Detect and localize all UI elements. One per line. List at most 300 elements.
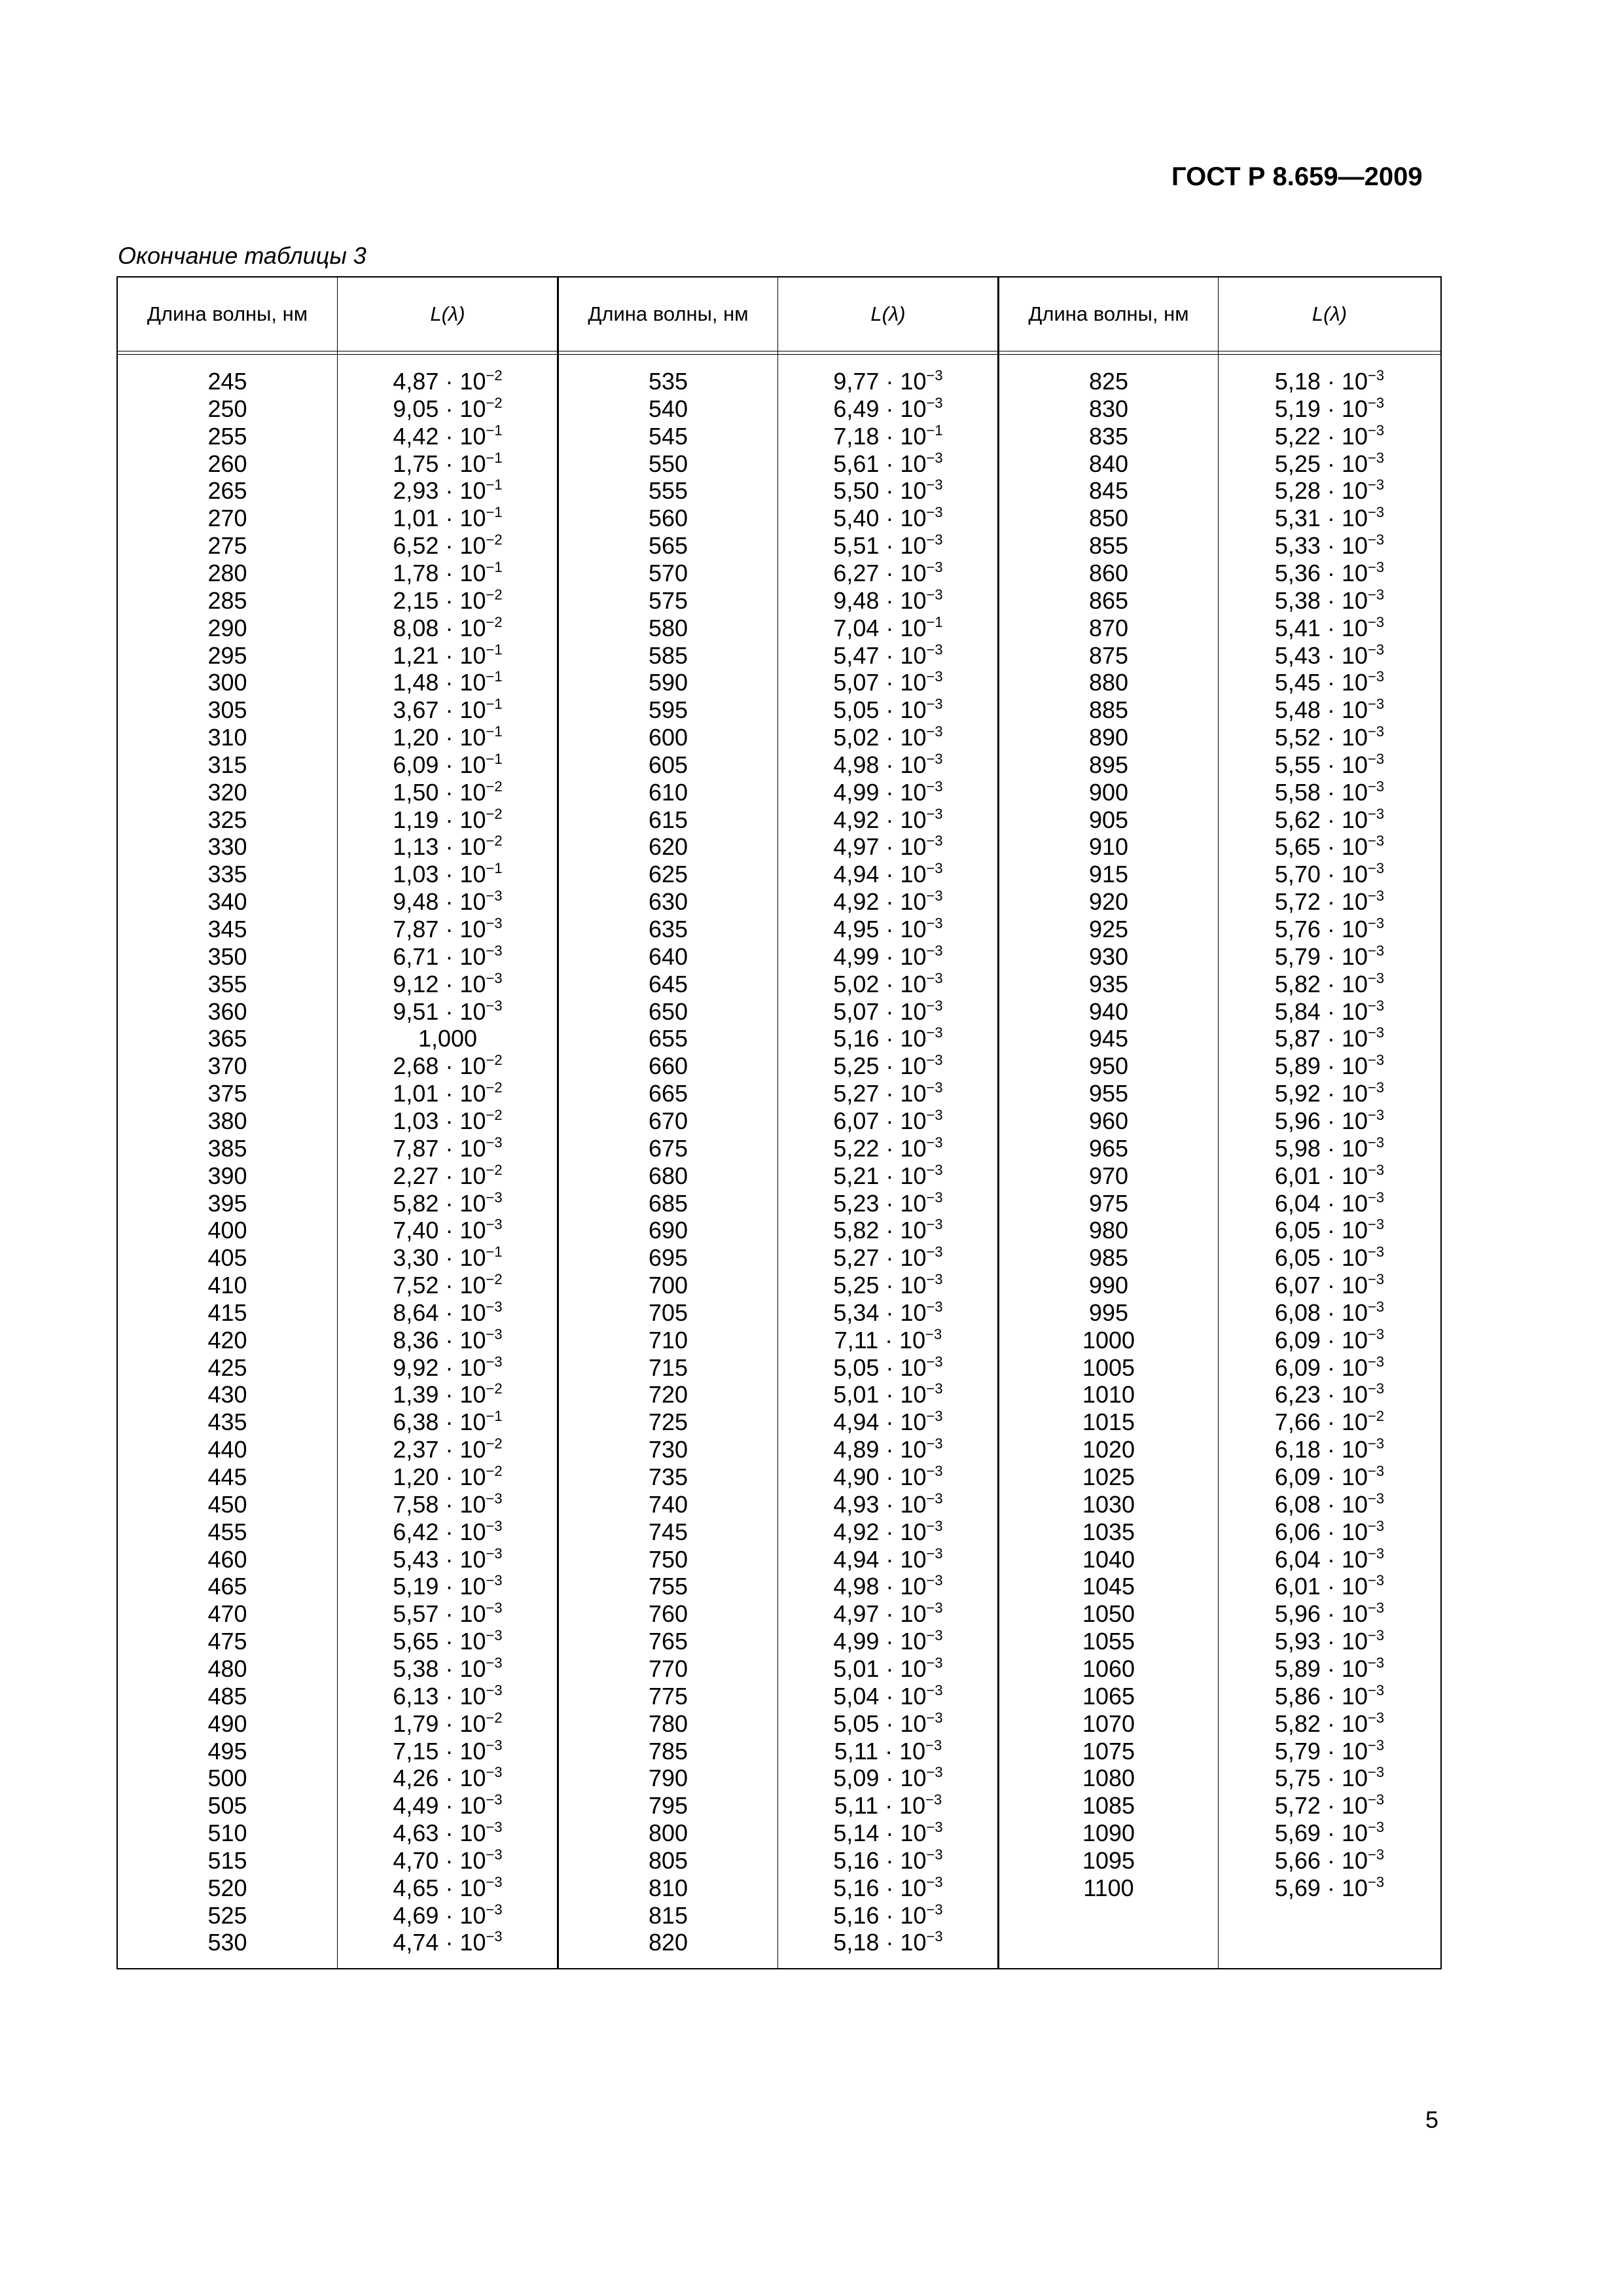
wavelength-cell: 910 <box>1088 833 1129 861</box>
wavelength-cell: 495 <box>207 1737 247 1765</box>
wavelength-cell: 260 <box>207 450 247 477</box>
wavelength-cell: 540 <box>648 395 688 422</box>
wavelength-cell: 545 <box>648 422 688 450</box>
value-cell: $4,90 \cdot 10^{-3}$ <box>833 1463 943 1490</box>
value-cell: $5,43 \cdot 10^{-3}$ <box>393 1545 503 1573</box>
wavelength-cell: 915 <box>1088 861 1129 888</box>
value-cell: $5,84 \cdot 10^{-3}$ <box>1274 997 1385 1025</box>
value-cell: $6,01 \cdot 10^{-3}$ <box>1274 1572 1385 1600</box>
wavelength-cell: 520 <box>207 1874 247 1901</box>
value-cell: $5,72 \cdot 10^{-3}$ <box>1274 888 1385 916</box>
wavelength-cell: 390 <box>207 1162 247 1189</box>
wavelength-cell: 780 <box>648 1710 688 1737</box>
exponent: −3 <box>926 1161 943 1178</box>
exponent: −3 <box>1368 1627 1385 1644</box>
exponent: −3 <box>1368 696 1385 713</box>
wavelength-cell: 905 <box>1088 806 1129 833</box>
value-cell: $6,09 \cdot 10^{-3}$ <box>1274 1353 1385 1381</box>
exponent: −3 <box>926 1627 943 1644</box>
exponent: −3 <box>926 723 943 740</box>
wavelength-cell: 1035 <box>1082 1518 1135 1545</box>
value-cell: $5,02 \cdot 10^{-3}$ <box>833 969 943 997</box>
value-cell: $7,58 \cdot 10^{-3}$ <box>393 1490 503 1518</box>
wavelength-cell: 730 <box>648 1436 688 1463</box>
exponent: −3 <box>926 1024 943 1041</box>
exponent: −3 <box>1368 1764 1385 1781</box>
wavelength-cell: 970 <box>1088 1162 1129 1189</box>
wavelength-cell: 840 <box>1088 450 1129 477</box>
value-cell: $4,92 \cdot 10^{-3}$ <box>833 888 943 916</box>
value-cell: $1,03 \cdot 10^{-2}$ <box>393 1106 503 1134</box>
wavelength-cell: 340 <box>207 888 247 916</box>
value-cell: $5,79 \cdot 10^{-3}$ <box>1274 1736 1385 1765</box>
value-cell: $5,48 \cdot 10^{-3}$ <box>1274 696 1385 724</box>
wavelength-cell: 865 <box>1088 586 1129 614</box>
value-cell: $5,33 \cdot 10^{-3}$ <box>1274 531 1385 560</box>
wavelength-cell: 315 <box>207 751 247 778</box>
wavelength-cell: 610 <box>648 778 688 806</box>
value-cell: $5,66 \cdot 10^{-3}$ <box>1274 1846 1385 1874</box>
value-cell: $5,19 \cdot 10^{-3}$ <box>1274 394 1385 422</box>
value-cell: $6,05 \cdot 10^{-3}$ <box>1274 1216 1385 1244</box>
wavelength-cell: 690 <box>648 1217 688 1244</box>
value-cell: $9,48 \cdot 10^{-3}$ <box>833 586 943 614</box>
value-cell: $5,79 \cdot 10^{-3}$ <box>1274 942 1385 970</box>
exponent: −3 <box>1368 1380 1385 1397</box>
value-cell: $5,22 \cdot 10^{-3}$ <box>1274 422 1385 450</box>
wavelength-cell: 305 <box>207 696 247 724</box>
value-cell: $6,07 \cdot 10^{-3}$ <box>833 1106 943 1134</box>
value-cell: $5,05 \cdot 10^{-3}$ <box>833 696 943 724</box>
exponent: −3 <box>1368 1846 1385 1863</box>
exponent: −3 <box>926 1189 943 1206</box>
wavelength-cell: 1025 <box>1082 1463 1135 1490</box>
value-cell: $6,08 \cdot 10^{-3}$ <box>1274 1298 1385 1326</box>
value-cell: $1,48 \cdot 10^{-1}$ <box>393 668 503 696</box>
exponent: −3 <box>1368 969 1385 986</box>
wavelength-cell: 245 <box>207 368 247 395</box>
wavelength-cell: 505 <box>207 1792 247 1820</box>
exponent: −2 <box>486 1435 503 1452</box>
exponent: −3 <box>926 1353 943 1370</box>
exponent: −3 <box>926 1298 943 1315</box>
wavelength-cell: 1065 <box>1082 1682 1135 1710</box>
exponent: −3 <box>926 1901 943 1918</box>
header-value-label: L(λ) <box>1311 302 1347 325</box>
page-number: 5 <box>1425 2106 1439 2133</box>
value-cell: $7,87 \cdot 10^{-3}$ <box>393 1134 503 1162</box>
value-cell: $5,51 \cdot 10^{-3}$ <box>833 531 943 560</box>
value-cell: $5,27 \cdot 10^{-3}$ <box>833 1244 943 1272</box>
value-cell: $5,65 \cdot 10^{-3}$ <box>1274 833 1385 861</box>
value-cell: $4,94 \cdot 10^{-3}$ <box>833 860 943 888</box>
exponent: −3 <box>926 1216 943 1233</box>
wavelength-cell: 455 <box>207 1518 247 1545</box>
value-cell: $6,01 \cdot 10^{-3}$ <box>1274 1161 1385 1189</box>
value-cell: $9,48 \cdot 10^{-3}$ <box>393 888 503 916</box>
wavelength-cell: 550 <box>648 450 688 477</box>
header-value <box>779 278 997 351</box>
wavelength-cell: 725 <box>648 1408 688 1436</box>
exponent: −3 <box>486 1764 503 1781</box>
value-cell: $1,39 \cdot 10^{-2}$ <box>393 1380 503 1408</box>
wavelength-cell: 630 <box>648 888 688 916</box>
value-cell: $5,16 \cdot 10^{-3}$ <box>833 1024 943 1052</box>
value-cell: $7,04 \cdot 10^{-1}$ <box>833 613 943 641</box>
wavelength-cell: 700 <box>648 1272 688 1299</box>
exponent: −3 <box>926 1244 943 1261</box>
value-cell: $5,70 \cdot 10^{-3}$ <box>1274 860 1385 888</box>
value-cell: $5,01 \cdot 10^{-3}$ <box>833 1380 943 1408</box>
exponent: −3 <box>1368 668 1385 685</box>
exponent: −3 <box>1368 750 1385 767</box>
value-cell: $5,92 \cdot 10^{-3}$ <box>1274 1079 1385 1107</box>
value-cell: $6,71 \cdot 10^{-3}$ <box>393 942 503 970</box>
exponent: −3 <box>486 1928 503 1945</box>
wavelength-cell: 770 <box>648 1655 688 1682</box>
exponent: −2 <box>486 367 503 384</box>
wavelength-cell: 265 <box>207 477 247 505</box>
exponent: −3 <box>486 1545 503 1562</box>
wavelength-cell: 535 <box>648 368 688 395</box>
wavelength-cell: 950 <box>1088 1052 1129 1080</box>
exponent: −2 <box>486 1052 503 1069</box>
wavelength-cell: 250 <box>207 395 247 422</box>
exponent: −3 <box>486 942 503 959</box>
exponent: −3 <box>1368 422 1385 439</box>
wavelength-cell: 295 <box>207 641 247 669</box>
value-cell: $6,18 \cdot 10^{-3}$ <box>1274 1435 1385 1463</box>
exponent: −3 <box>1368 1134 1385 1151</box>
value-cell: $4,87 \cdot 10^{-2}$ <box>393 367 503 395</box>
wavelength-cell: 350 <box>207 942 247 970</box>
exponent: −3 <box>926 1846 943 1863</box>
value-cell: $9,05 \cdot 10^{-2}$ <box>393 394 503 422</box>
value-cell: $5,01 \cdot 10^{-3}$ <box>833 1654 943 1682</box>
value-cell: $5,38 \cdot 10^{-3}$ <box>1274 586 1385 614</box>
wavelength-cell: 1040 <box>1082 1545 1135 1573</box>
value-cell: $5,89 \cdot 10^{-3}$ <box>1274 1654 1385 1682</box>
exponent: −3 <box>486 888 503 905</box>
exponent: −2 <box>486 586 503 603</box>
wavelength-cell: 930 <box>1088 942 1129 970</box>
exponent: −3 <box>1368 778 1385 795</box>
header-wavelength: Длина волны, нм <box>147 302 308 325</box>
wavelength-cell: 555 <box>648 477 688 505</box>
value-cell: $1,20 \cdot 10^{-1}$ <box>393 723 503 751</box>
wavelength-cell: 945 <box>1088 1025 1129 1052</box>
exponent: −3 <box>926 641 943 658</box>
exponent: −3 <box>926 1490 943 1507</box>
value-cell: $5,11 \cdot 10^{-3}$ <box>834 1791 942 1820</box>
wavelength-cell: 1095 <box>1082 1846 1135 1874</box>
wavelength-cell: 645 <box>648 970 688 997</box>
wavelength-cell: 925 <box>1088 916 1129 942</box>
exponent: −3 <box>926 1764 943 1781</box>
exponent: −3 <box>1368 1463 1385 1479</box>
value-cell: $5,23 \cdot 10^{-3}$ <box>833 1189 943 1217</box>
wavelength-cell: 940 <box>1088 997 1129 1025</box>
wavelength-cell: 1060 <box>1082 1655 1135 1682</box>
wavelength-cell: 485 <box>207 1682 247 1710</box>
exponent: −3 <box>926 1435 943 1452</box>
exponent: −3 <box>926 1517 943 1534</box>
exponent: −3 <box>486 1298 503 1315</box>
value-cell: $4,42 \cdot 10^{-1}$ <box>393 422 503 450</box>
exponent: −3 <box>1368 1819 1385 1836</box>
value-cell: $5,75 \cdot 10^{-3}$ <box>1274 1764 1385 1792</box>
wavelength-cell: 880 <box>1088 669 1129 696</box>
value-cell: $4,63 \cdot 10^{-3}$ <box>393 1819 503 1847</box>
value-cell: $5,96 \cdot 10^{-3}$ <box>1274 1106 1385 1134</box>
value-cell: $5,25 \cdot 10^{-3}$ <box>1274 449 1385 477</box>
value-cell: $5,55 \cdot 10^{-3}$ <box>1274 750 1385 778</box>
wavelength-cell: 995 <box>1088 1299 1129 1326</box>
wavelength-cell: 405 <box>207 1244 247 1272</box>
value-cell: $7,15 \cdot 10^{-3}$ <box>393 1736 503 1765</box>
value-cell: $4,95 \cdot 10^{-3}$ <box>833 915 943 942</box>
wavelength-cell: 375 <box>207 1080 247 1107</box>
exponent: −3 <box>926 1654 943 1671</box>
exponent: −3 <box>926 915 943 931</box>
wavelength-cell: 570 <box>648 559 688 586</box>
value-cell: $5,05 \cdot 10^{-3}$ <box>833 1353 943 1381</box>
wavelength-cell: 360 <box>207 997 247 1025</box>
wavelength-cell: 955 <box>1088 1080 1129 1107</box>
wavelength-cell: 740 <box>648 1490 688 1518</box>
value-cell: $4,69 \cdot 10^{-3}$ <box>393 1901 503 1929</box>
wavelength-cell: 285 <box>207 586 247 614</box>
exponent: −3 <box>1368 1244 1385 1261</box>
value-cell: $7,52 \cdot 10^{-2}$ <box>393 1271 503 1299</box>
wavelength-cell: 410 <box>207 1272 247 1299</box>
exponent: −3 <box>1368 1681 1385 1698</box>
exponent: −3 <box>486 1490 503 1507</box>
exponent: −3 <box>1368 833 1385 850</box>
wavelength-cell: 595 <box>648 696 688 724</box>
value-cell: $6,13 \cdot 10^{-3}$ <box>393 1681 503 1710</box>
value-cell: $4,65 \cdot 10^{-3}$ <box>393 1873 503 1901</box>
header-wavelength: Длина волны, нм <box>588 302 749 325</box>
wavelength-cell: 1015 <box>1082 1408 1135 1436</box>
value-cell: $5,86 \cdot 10^{-3}$ <box>1274 1681 1385 1710</box>
exponent: −3 <box>926 833 943 850</box>
exponent: −3 <box>1368 476 1385 493</box>
wavelength-cell: 830 <box>1088 395 1129 422</box>
value-cell: $4,70 \cdot 10^{-3}$ <box>393 1846 503 1874</box>
exponent: −3 <box>1368 1709 1385 1726</box>
exponent: −3 <box>1368 1106 1385 1123</box>
wavelength-cell: 1070 <box>1082 1710 1135 1737</box>
exponent: −1 <box>486 696 503 713</box>
value-cell: $5,22 \cdot 10^{-3}$ <box>833 1134 943 1162</box>
wavelength-cell: 515 <box>207 1846 247 1874</box>
value-cell: $6,09 \cdot 10^{-3}$ <box>1274 1463 1385 1490</box>
wavelength-cell: 760 <box>648 1600 688 1628</box>
wavelength-cell: 675 <box>648 1134 688 1162</box>
exponent: −2 <box>486 1079 503 1096</box>
value-cell: $6,38 \cdot 10^{-1}$ <box>393 1408 503 1436</box>
header-value <box>1219 278 1440 351</box>
exponent: −3 <box>486 1627 503 1644</box>
value-cell: $9,12 \cdot 10^{-3}$ <box>393 969 503 997</box>
wavelength-cell: 920 <box>1088 888 1129 916</box>
value-cell: $2,15 \cdot 10^{-2}$ <box>393 586 503 614</box>
exponent: −3 <box>486 1901 503 1918</box>
wavelength-cell: 895 <box>1088 751 1129 778</box>
exponent: −3 <box>926 942 943 959</box>
exponent: −3 <box>926 1079 943 1096</box>
value-cell: $5,09 \cdot 10^{-3}$ <box>833 1764 943 1792</box>
value-cell: $5,82 \cdot 10^{-3}$ <box>1274 969 1385 997</box>
wavelength-cell: 270 <box>207 505 247 532</box>
value-cell: $4,89 \cdot 10^{-3}$ <box>833 1435 943 1463</box>
column-divider <box>337 278 338 1968</box>
wavelength-cell: 685 <box>648 1189 688 1217</box>
header-wavelength: Длина волны, нм <box>1028 302 1189 325</box>
value-cell: $5,25 \cdot 10^{-3}$ <box>833 1052 943 1080</box>
exponent: −1 <box>486 449 503 466</box>
exponent: −3 <box>1368 1189 1385 1206</box>
wavelength-cell: 800 <box>648 1820 688 1847</box>
exponent: −2 <box>486 1106 503 1123</box>
exponent: −2 <box>486 1709 503 1726</box>
wavelength-cell: 960 <box>1088 1107 1129 1134</box>
value-cell: $4,98 \cdot 10^{-3}$ <box>833 1572 943 1600</box>
value-cell: $5,16 \cdot 10^{-3}$ <box>833 1846 943 1874</box>
exponent: −3 <box>1368 1572 1385 1589</box>
exponent: −1 <box>486 668 503 685</box>
wavelength-cell: 705 <box>648 1299 688 1326</box>
wavelength-cell: 300 <box>207 669 247 696</box>
exponent: −3 <box>1368 1545 1385 1562</box>
exponent: −3 <box>926 1928 943 1945</box>
table-caption: Окончание таблицы 3 <box>118 242 366 269</box>
exponent: −3 <box>1368 942 1385 959</box>
value-cell: $5,38 \cdot 10^{-3}$ <box>393 1654 503 1682</box>
wavelength-cell: 435 <box>207 1408 247 1436</box>
exponent: −3 <box>926 1380 943 1397</box>
wavelength-cell: 615 <box>648 806 688 833</box>
exponent: −3 <box>1368 1216 1385 1233</box>
exponent: −3 <box>926 449 943 466</box>
wavelength-cell: 805 <box>648 1846 688 1874</box>
header-value-label: L(λ) <box>430 302 465 325</box>
wavelength-cell: 965 <box>1088 1134 1129 1162</box>
wavelength-cell: 640 <box>648 942 688 970</box>
exponent: −3 <box>486 1791 503 1808</box>
value-cell: $3,67 \cdot 10^{-1}$ <box>393 696 503 724</box>
exponent: −3 <box>926 888 943 905</box>
exponent: −3 <box>486 1600 503 1617</box>
value-cell: $6,04 \cdot 10^{-3}$ <box>1274 1545 1385 1573</box>
wavelength-cell: 465 <box>207 1573 247 1600</box>
exponent: −1 <box>486 476 503 493</box>
exponent: −3 <box>1368 504 1385 521</box>
exponent: −3 <box>1368 997 1385 1014</box>
wavelength-cell: 665 <box>648 1080 688 1107</box>
value-cell: $5,43 \cdot 10^{-3}$ <box>1274 641 1385 669</box>
wavelength-cell: 695 <box>648 1244 688 1272</box>
exponent: −3 <box>926 586 943 603</box>
wavelength-cell: 650 <box>648 997 688 1025</box>
value-cell: $9,77 \cdot 10^{-3}$ <box>833 367 943 395</box>
wavelength-cell: 1020 <box>1082 1436 1135 1463</box>
exponent: −3 <box>486 997 503 1014</box>
exponent: −3 <box>1368 860 1385 877</box>
exponent: −3 <box>926 367 943 384</box>
wavelength-cell: 620 <box>648 833 688 861</box>
exponent: −3 <box>926 1545 943 1562</box>
value-cell: $5,62 \cdot 10^{-3}$ <box>1274 805 1385 833</box>
exponent: −1 <box>486 422 503 439</box>
value-cell: $5,18 \cdot 10^{-3}$ <box>833 1928 943 1956</box>
wavelength-cell: 440 <box>207 1436 247 1463</box>
exponent: −3 <box>926 1463 943 1479</box>
value-cell: $5,18 \cdot 10^{-3}$ <box>1274 367 1385 395</box>
wavelength-cell: 820 <box>648 1929 688 1956</box>
value-cell: $4,99 \cdot 10^{-3}$ <box>833 778 943 806</box>
exponent: −3 <box>1368 641 1385 658</box>
wavelength-cell: 525 <box>207 1901 247 1929</box>
value-cell: $9,92 \cdot 10^{-3}$ <box>393 1353 503 1381</box>
value-cell: $6,09 \cdot 10^{-3}$ <box>1274 1325 1385 1354</box>
value-cell: $4,49 \cdot 10^{-3}$ <box>393 1791 503 1820</box>
exponent: −3 <box>1368 1736 1385 1753</box>
exponent: −3 <box>1368 1353 1385 1370</box>
value-cell: $5,36 \cdot 10^{-3}$ <box>1274 558 1385 586</box>
value-cell: $4,94 \cdot 10^{-3}$ <box>833 1545 943 1573</box>
value-cell: $3,30 \cdot 10^{-1}$ <box>393 1244 503 1272</box>
value-cell: $5,65 \cdot 10^{-3}$ <box>393 1627 503 1655</box>
exponent: −3 <box>1368 1079 1385 1096</box>
wavelength-cell: 750 <box>648 1545 688 1573</box>
wavelength-cell: 655 <box>648 1025 688 1052</box>
header-value-label: L(λ) <box>870 302 906 325</box>
wavelength-cell: 475 <box>207 1628 247 1655</box>
wavelength-cell: 500 <box>207 1765 247 1792</box>
wavelength-cell: 590 <box>648 669 688 696</box>
wavelength-cell: 680 <box>648 1162 688 1189</box>
exponent: −1 <box>486 723 503 740</box>
wavelength-cell: 625 <box>648 861 688 888</box>
wavelength-cell: 980 <box>1088 1217 1129 1244</box>
exponent: −3 <box>926 1709 943 1726</box>
wavelength-cell: 385 <box>207 1134 247 1162</box>
value-cell: $1,21 \cdot 10^{-1}$ <box>393 641 503 669</box>
value-cell: $5,50 \cdot 10^{-3}$ <box>833 476 943 505</box>
exponent: −2 <box>486 1271 503 1288</box>
value-cell: $6,09 \cdot 10^{-1}$ <box>393 750 503 778</box>
value-cell: $1,75 \cdot 10^{-1}$ <box>393 449 503 477</box>
value-cell: $5,69 \cdot 10^{-3}$ <box>1274 1873 1385 1901</box>
wavelength-cell: 460 <box>207 1545 247 1573</box>
wavelength-cell: 320 <box>207 778 247 806</box>
value-cell: $1,79 \cdot 10^{-2}$ <box>393 1709 503 1737</box>
value-cell: $5,28 \cdot 10^{-3}$ <box>1274 476 1385 505</box>
value-cell: $5,31 \cdot 10^{-3}$ <box>1274 504 1385 532</box>
value-cell: $5,69 \cdot 10^{-3}$ <box>1274 1819 1385 1847</box>
wavelength-cell: 670 <box>648 1107 688 1134</box>
wavelength-cell: 855 <box>1088 532 1129 560</box>
value-cell: $4,74 \cdot 10^{-3}$ <box>393 1928 503 1956</box>
wavelength-cell: 355 <box>207 970 247 997</box>
value-cell: $5,98 \cdot 10^{-3}$ <box>1274 1134 1385 1162</box>
wavelength-cell: 275 <box>207 532 247 560</box>
exponent: −1 <box>486 750 503 767</box>
value-cell: $4,92 \cdot 10^{-3}$ <box>833 805 943 833</box>
wavelength-cell: 580 <box>648 614 688 641</box>
